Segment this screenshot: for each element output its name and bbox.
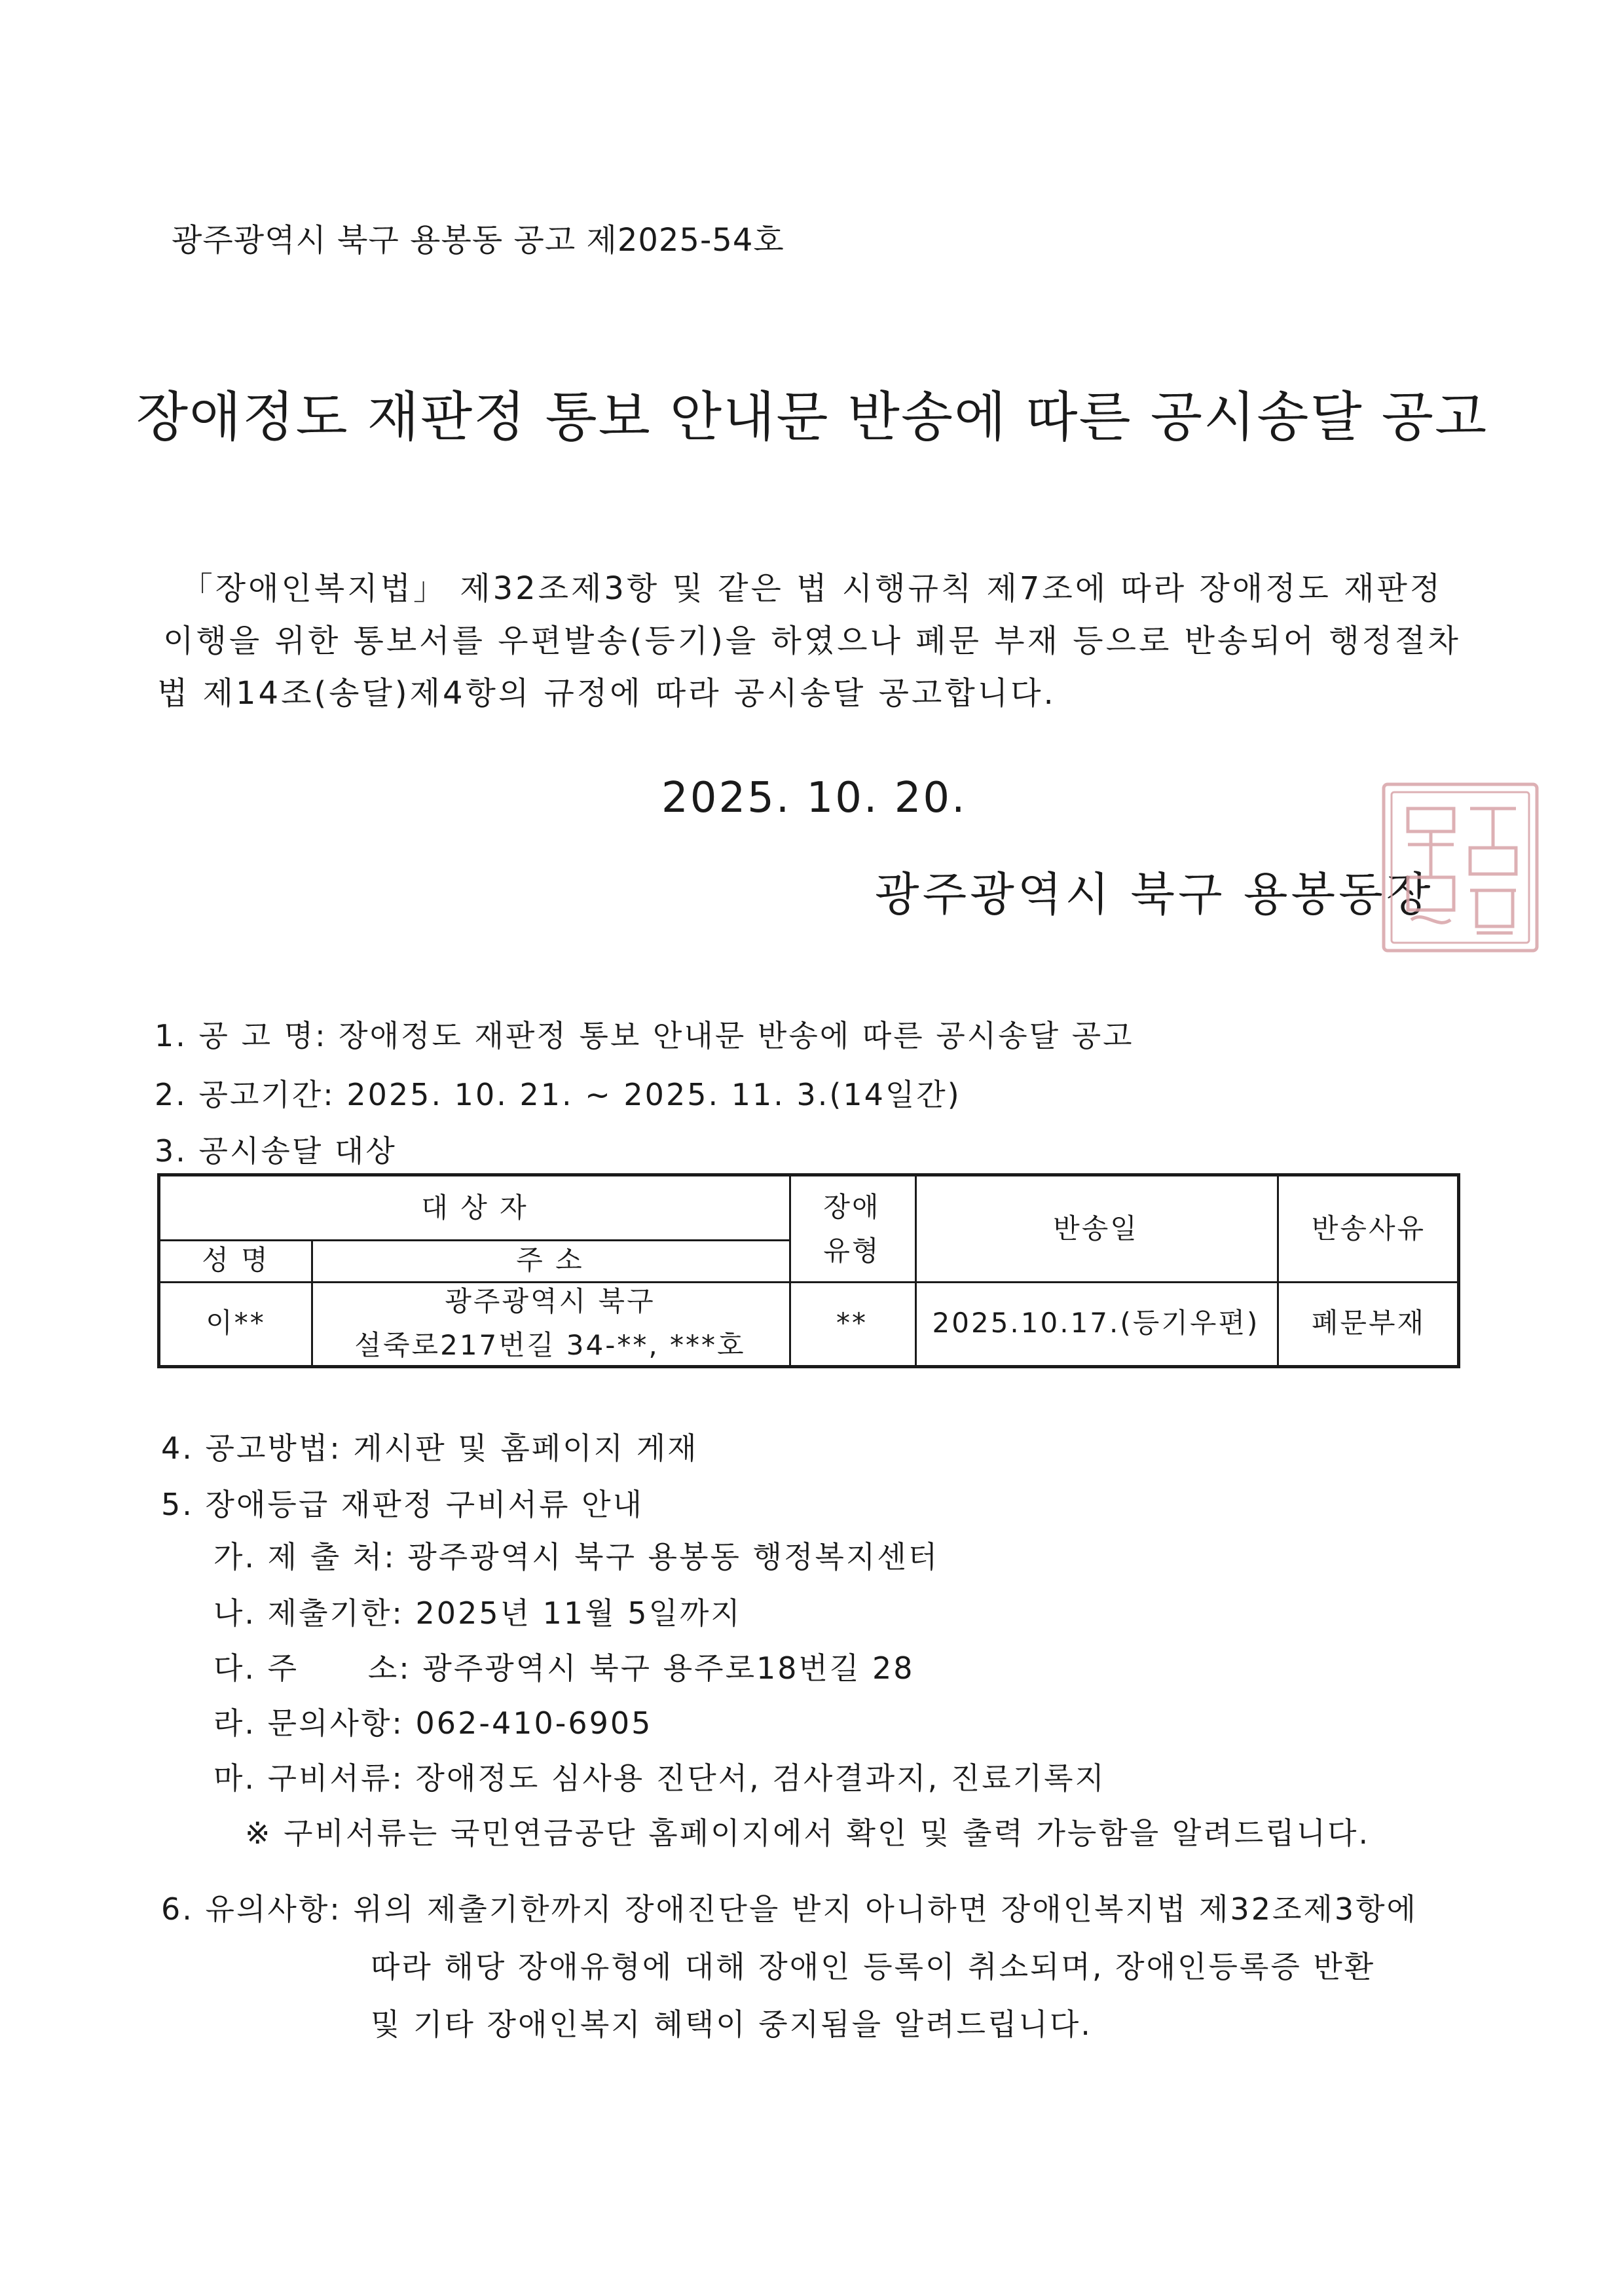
item-required-documents: 5. 장애등급 재판정 구비서류 안내 [161,1487,644,1522]
address-line-1: 광주광역시 북구 [445,1285,655,1317]
header-disability-line-1: 장애 [823,1190,881,1223]
cell-disability-type: ** [836,1307,868,1339]
notice-date: 2025. 10. 20. [661,774,967,822]
address-line-2: 설죽로217번길 34-**, ***호 [354,1329,746,1361]
recipients-table [157,1173,1460,1368]
item-service-target: 3. 공시송달 대상 [155,1133,397,1169]
item-notice-method: 4. 공고방법: 게시판 및 홈페이지 게재 [161,1430,699,1466]
header-disability-type [789,1176,915,1281]
intro-paragraph-line-1: 「장애인복지법」 제32조제3항 및 같은 법 시행규칙 제7조에 따라 장애정도 재판정 [181,570,1443,607]
header-return-reason: 반송사유 [1311,1212,1426,1245]
sub-submission-place: 가. 제 출 처: 광주광역시 북구 용봉동 행정복지센터 [213,1539,940,1575]
header-target: 대 상 자 [421,1192,528,1224]
sub-address: 다. 주 소: 광주광역시 북구 용주로18번길 28 [213,1650,915,1686]
header-return-date: 반송일 [1053,1212,1139,1245]
cell-return-date: 2025.10.17.(등기우편) [932,1307,1260,1339]
cell-name: 이** [206,1307,266,1339]
official-seal [1378,779,1542,956]
header-disability-line-2: 유형 [823,1235,881,1267]
item-cautions-line-2: 따라 해당 장애유형에 대해 장애인 등록이 취소되며, 장애인등록증 반환 [371,1949,1376,1984]
issuer-name: 광주광역시 북구 용봉동장 [875,867,1434,921]
item-notice-period: 2. 공고기간: 2025. 10. 21. ~ 2025. 11. 3.(14일간) [155,1077,961,1112]
document-title: 장애정도 재판정 통보 안내문 반송에 따른 공시송달 공고 [136,386,1488,448]
intro-paragraph-line-3: 법 제14조(송달)제4항의 규정에 따라 공시송달 공고합니다. [157,675,1056,712]
documents-note: ※ 구비서류는 국민연금공단 홈페이지에서 확인 및 출력 가능함을 알려드립니다. [245,1815,1371,1851]
sub-documents: 마. 구비서류: 장애정도 심사용 진단서, 검사결과지, 진료기록지 [213,1760,1106,1796]
header-name: 성 명 [202,1244,270,1277]
cell-return-reason: 폐문부재 [1311,1307,1426,1339]
header-address: 주 소 [516,1244,584,1277]
item-notice-name: 1. 공 고 명: 장애정도 재판정 통보 안내문 반송에 따른 공시송달 공고 [155,1018,1134,1053]
notice-number: 광주광역시 북구 용봉동 공고 제2025-54호 [172,222,784,259]
sub-submission-deadline: 나. 제출기한: 2025년 11월 5일까지 [213,1595,742,1631]
item-cautions-line-3: 및 기타 장애인복지 혜택이 중지됨을 알려드립니다. [371,2007,1092,2042]
cell-address [311,1281,789,1365]
sub-contact: 라. 문의사항: 062-410-6905 [213,1705,653,1741]
intro-paragraph-line-2: 이행을 위한 통보서를 우편발송(등기)을 하였으나 폐문 부재 등으로 반송되어 행정절차 [163,623,1461,659]
item-cautions-line-1: 6. 유의사항: 위의 제출기한까지 장애진단을 받지 아니하면 장애인복지법 제32조제3항에 [161,1891,1418,1927]
